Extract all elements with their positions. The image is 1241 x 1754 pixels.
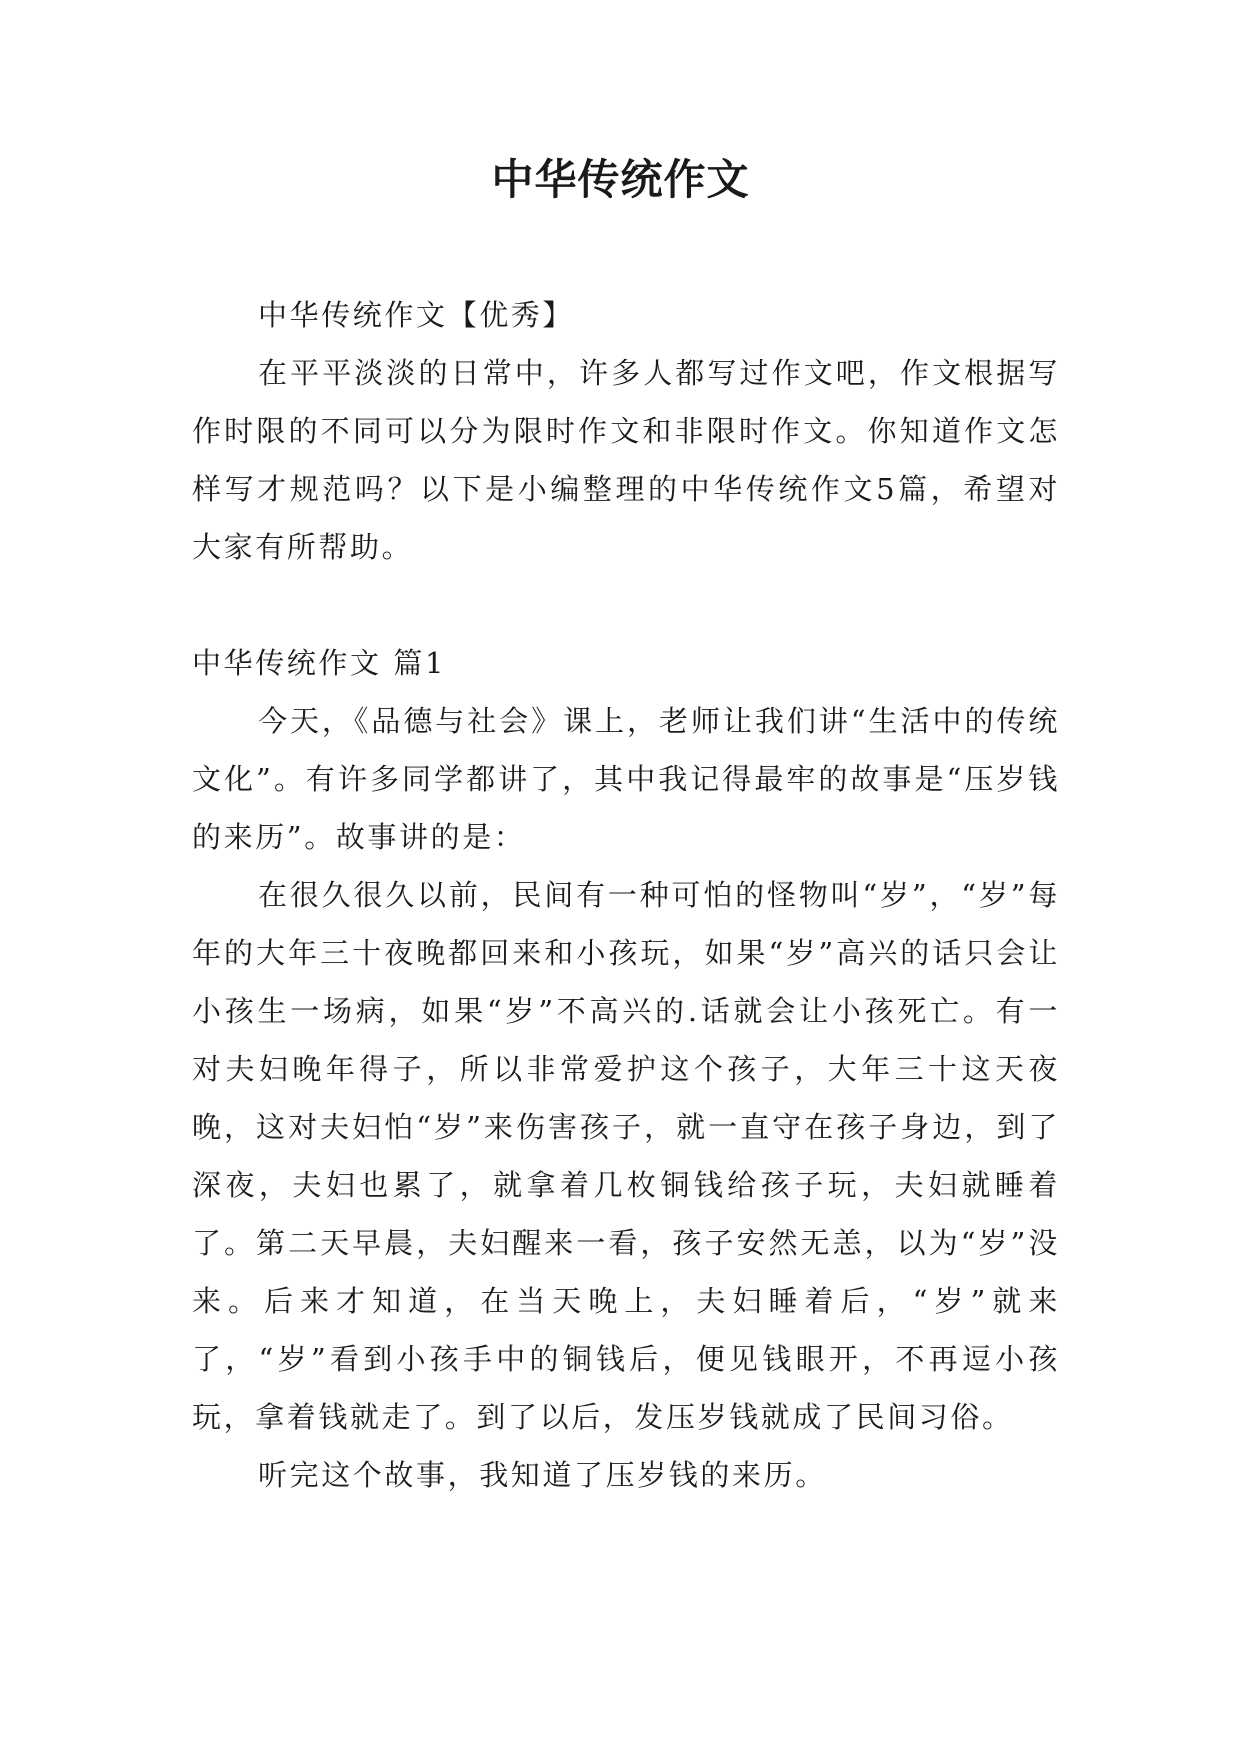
document-title: 中华传统作文 bbox=[491, 155, 750, 204]
section-heading: 中华传统作文 篇1 bbox=[192, 646, 447, 680]
document-subtitle: 中华传统作文【优秀】 bbox=[258, 298, 575, 332]
intro-paragraph: 在平平淡淡的日常中，许多人都写过作文吧，作文根据写作时限的不同可以分为限时作文和非限时作文。你知道作文怎样写才规范吗？以下是小编整理的中华传统作文5篇，希望对大家有所帮助。 bbox=[192, 356, 1060, 564]
body-paragraph-2: 在很久很久以前，民间有一种可怕的怪物叫“岁”，“岁”每年的大年三十夜晚都回来和小孩玩，如果“岁”高兴的话只会让小孩生一场病，如果“岁”不高兴的.话就会让小孩死亡。有一对夫妇晚年得子，所以非常爱护这个孩子，大年三十这天夜晚，这对夫妇怕“岁”来伤害孩子，就一直守在孩子身边，到了深夜，夫妇也累了，就拿着几枚铜钱给孩子玩，夫妇就睡着了。第二天早晨，夫妇醒来一看，孩子安然无恙，以为“岁”没来。后来才知道，在当天晚上，夫妇睡着后，“岁”就来了，“岁”看到小孩手中的铜钱后，便见钱眼开，不再逗小孩玩，拿着钱就走了。到了以后，发压岁钱就成了民间习俗。 bbox=[192, 878, 1060, 1434]
document-body bbox=[192, 286, 1060, 1504]
section-spacer bbox=[192, 576, 1060, 634]
body-paragraph-3: 听完这个故事，我知道了压岁钱的来历。 bbox=[258, 1458, 827, 1492]
body-paragraph-1: 今天，《品德与社会》课上，老师让我们讲“生活中的传统文化”。有许多同学都讲了，其中我记得最牢的故事是“压岁钱的来历”。故事讲的是： bbox=[192, 704, 1060, 854]
